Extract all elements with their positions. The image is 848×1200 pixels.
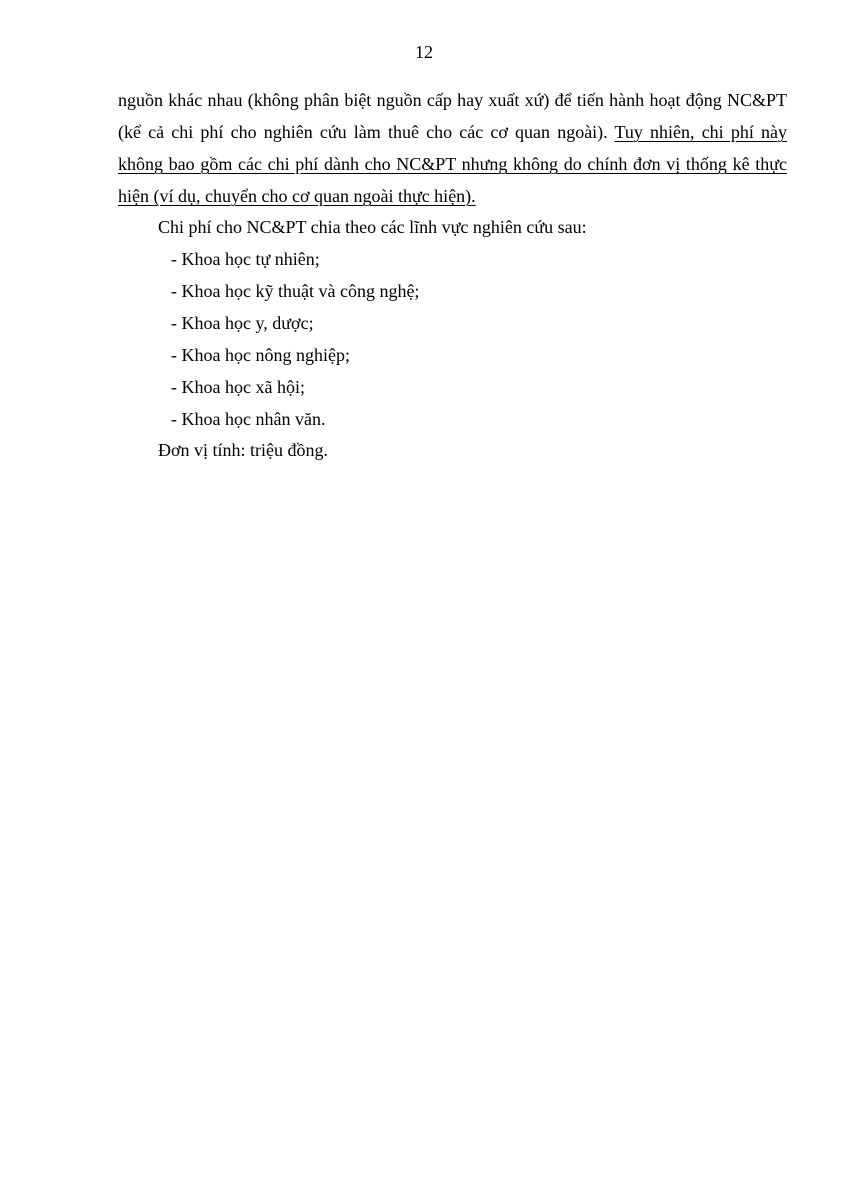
research-fields-list (118, 243, 787, 435)
list-item: - Khoa học xã hội; (171, 377, 305, 397)
list-item: - Khoa học nông nghiệp; (171, 345, 350, 365)
paragraph-text: nguồn khác nhau (không phân biệt nguồn cấp hay xuất xứ) để tiến hành hoạt động NC&PT (kể cả chi phí cho nghiên cứu làm thuê cho các cơ quan ngoài). (118, 90, 787, 142)
list-item: - Khoa học nhân văn. (171, 409, 326, 429)
list-item: - Khoa học y, dược; (171, 313, 314, 333)
paragraph-underlined-text: Tuy nhiên, chi phí này không bao gồm các chi phí dành cho NC&PT nhưng không do chính đơn vị thống kê thực hiện (ví dụ, chuyển cho cơ quan ngoài thực hiện). (118, 122, 787, 206)
list-item: - Khoa học tự nhiên; (171, 249, 320, 269)
document-body (118, 84, 787, 466)
fields-intro: Chi phí cho NC&PT chia theo các lĩnh vực nghiên cứu sau: (158, 217, 587, 237)
unit-note: Đơn vị tính: triệu đồng. (158, 440, 329, 460)
page-number: 12 (415, 42, 433, 62)
paragraph-definition (118, 84, 787, 212)
list-item: - Khoa học kỹ thuật và công nghệ; (171, 281, 420, 301)
